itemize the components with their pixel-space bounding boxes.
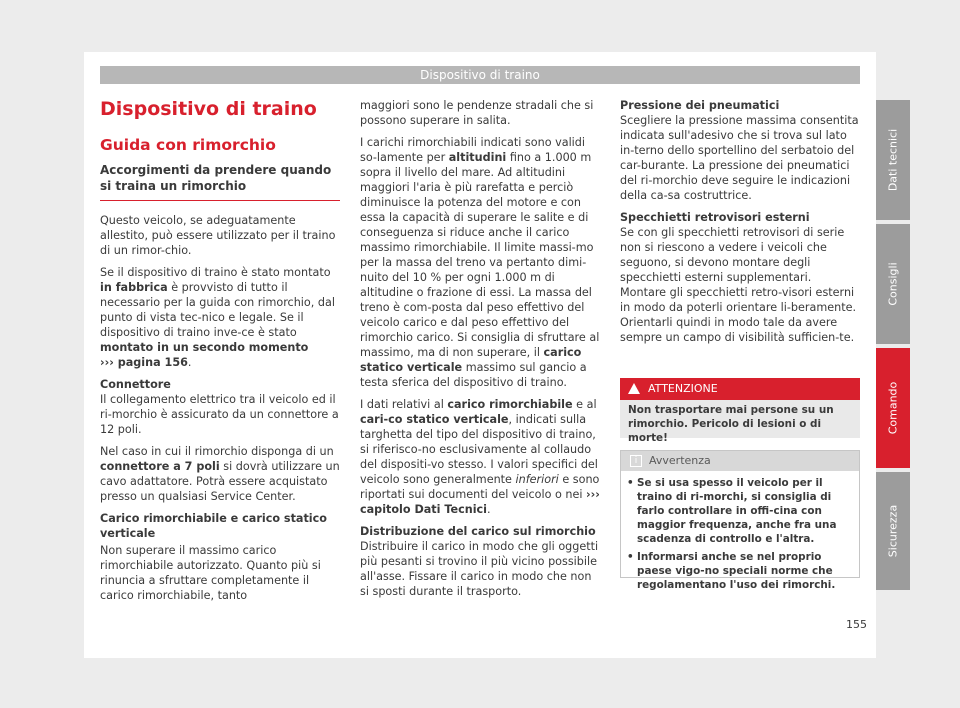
list-item: • Se si usa spesso il veicolo per il traino di ri-morchi, si consiglia di farlo controllare in offi-cina con maggior frequenza, anche fra una scadenza di controllo e l'altra. (637, 476, 851, 546)
subheading-carico: Carico rimorchiabile e carico statico verticale (100, 512, 327, 540)
warning-header (620, 378, 860, 400)
page-number: 155 (846, 618, 867, 631)
subheading-specchietti: Specchietti retrovisori esterni (620, 211, 810, 224)
paragraph: Nel caso in cui il rimorchio disponga di un connettore a 7 poli si dovrà utilizzare un cavo adattatore. Potrà essere acquistato presso un qualsiasi Service Center. (100, 445, 340, 503)
note-header (621, 451, 859, 471)
subheading-connettore: Connettore (100, 378, 171, 391)
page-link[interactable]: ››› pagina 156 (100, 356, 188, 369)
title-divider (100, 200, 340, 201)
subsection-title: Accorgimenti da prendere quando si traina un rimorchio (100, 163, 332, 193)
paragraph: Il collegamento elettrico tra il veicolo ed il ri-morchio è assicurato da un connettore a 12 poli. (100, 393, 339, 436)
subheading-pressione: Pressione dei pneumatici (620, 99, 780, 112)
column-middle (360, 98, 600, 606)
tab-sicurezza[interactable]: Sicurezza (876, 472, 910, 590)
warning-label: ATTENZIONE (648, 382, 718, 395)
paragraph: maggiori sono le pendenze stradali che si possono superare in salita. (360, 99, 594, 127)
warning-icon (628, 383, 640, 394)
tab-dati-tecnici[interactable]: Dati tecnici (876, 100, 910, 220)
column-left (100, 98, 340, 610)
tab-consigli[interactable]: Consigli (876, 224, 910, 344)
warning-text: Non trasportare mai persone su un rimorchio. Pericolo di lesioni o di morte! (628, 404, 834, 444)
info-icon: i (630, 455, 642, 467)
tab-comando[interactable]: Comando (876, 348, 910, 468)
paragraph: Scegliere la pressione massima consentita indicata sull'adesivo che si trova sul lato in-terno dello sportellino del serbatoio del car-burante. La pressione dei pneumatici del ri-morchio deve seguire le indicazioni della ca-sa costruttrice. (620, 114, 859, 202)
paragraph: Distribuire il carico in modo che gli oggetti più pesanti si trovino il più vicino possibile all'asse. Fissare il carico in modo che non si sposti durante il trasporto. (360, 540, 599, 598)
page-title: Dispositivo di traino (100, 98, 317, 120)
paragraph: I dati relativi al carico rimorchiabile e al cari-co statico verticale, indicati sulla targhetta del tipo del dispositivo di traino, si riferisco-no esclusivamente al collaudo del dispositi-vo stesso. I valori specifici del veicolo sono generalmente inferiori e sono riportati sui documenti del veicolo o nei ››› capitolo Dati Tecnici. (360, 398, 600, 516)
warning-box (620, 378, 860, 444)
section-title: Guida con rimorchio (100, 136, 276, 154)
chapter-link[interactable]: ››› capitolo Dati Tecnici (360, 488, 600, 516)
paragraph: Questo veicolo, se adeguatamente allestito, può essere utilizzato per il traino di un rimor-chio. (100, 214, 336, 257)
paragraph: Se con gli specchietti retrovisori di serie non si riescono a vedere i veicoli che seguono, si devono montare degli specchietti esterni supplementari. Montare gli specchietti retro-visori esterni in modo da poterli orientare li-beramente. Orientarli quindi in modo tale da avere sempre un campo di visibilità sufficien-te. (620, 226, 857, 344)
note-label: Avvertenza (649, 454, 711, 467)
column-right (620, 98, 860, 352)
section-header: Dispositivo di traino (100, 66, 860, 84)
note-list (621, 471, 859, 592)
paragraph: Non superare il massimo carico rimorchiabile autorizzato. Quanto più si rinuncia a sfruttare completamente il carico rimorchiabile, tanto (100, 544, 321, 602)
paragraph: I carichi rimorchiabili indicati sono validi so-lamente per altitudini fino a 1.000 m sopra il livello del mare. Ad altitudini maggiori l'aria è più rarefatta e perciò diminuisce la potenza del motore e con essa la capacità di superare le salite e di conseguenza si riduce anche il carico massimo rimorchiabile. Il limite massi-mo per la massa del treno va pertanto dimi-nuito del 10 % per ogni 1.000 m di altitudine o frazione di essi. La massa del treno è com-posta dal peso effettivo del veicolo carico e dal peso effettivo del rimorchio carico. Si consiglia di sfruttare al massimo, ma di non superare, il carico statico verticale massimo sul gancio a testa sferica del dispositivo di traino. (360, 136, 600, 389)
list-item: • Informarsi anche se nel proprio paese vigo-no speciali norme che regolamentano l'uso dei rimorchi. (637, 550, 851, 592)
subheading-distribuzione: Distribuzione del carico sul rimorchio (360, 525, 596, 538)
paragraph: Se il dispositivo di traino è stato montato in fabbrica è provvisto di tutto il necessario per la guida con rimorchio, dal punto di vista tec-nico e legale. Se il dispositivo di traino inve-ce è stato montato in un secondo momento ››› pagina 156. (100, 266, 335, 369)
note-box (620, 450, 860, 591)
